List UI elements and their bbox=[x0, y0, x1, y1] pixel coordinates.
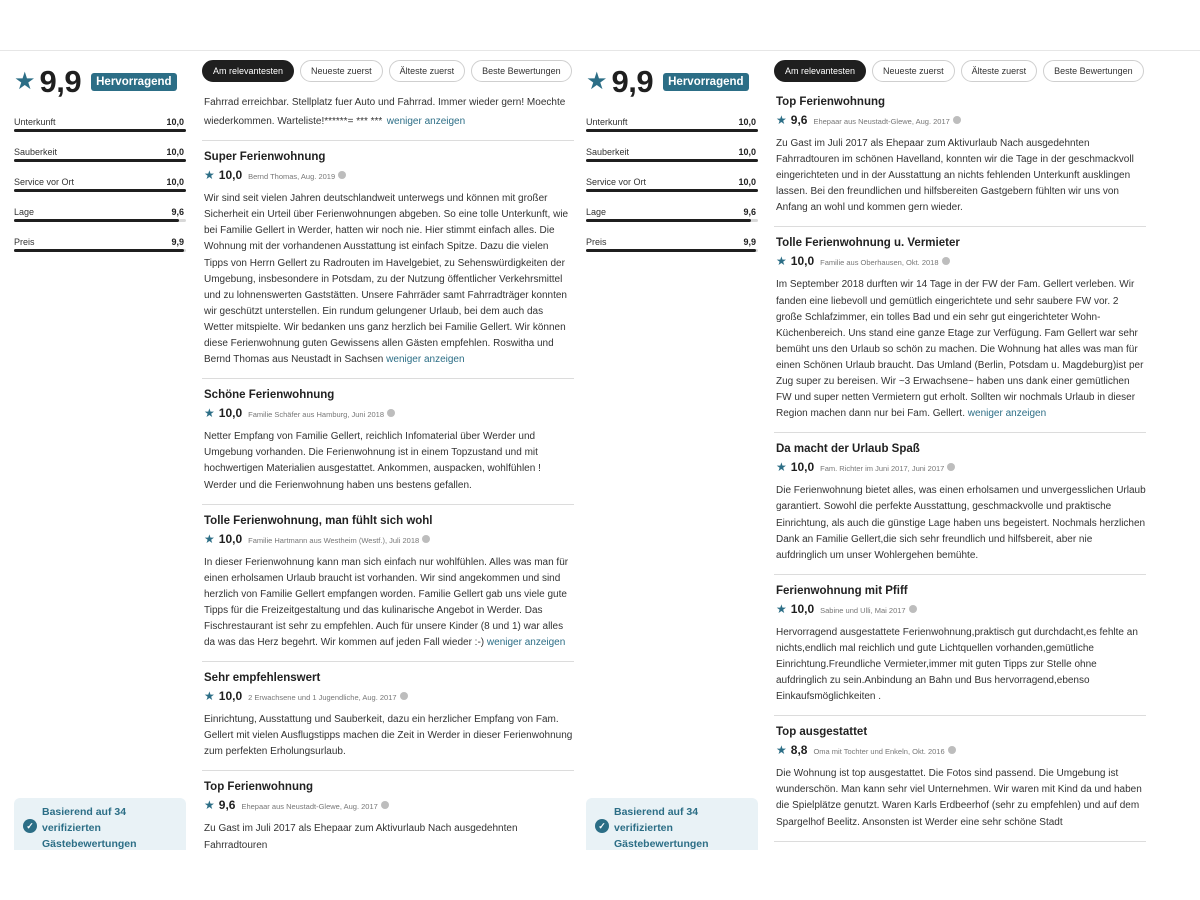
show-less-link[interactable]: weniger anzeigen bbox=[386, 116, 466, 128]
rating-summary-left bbox=[14, 60, 186, 850]
category-bar-fill bbox=[586, 249, 756, 252]
verified-line-1: Basierend auf 34 bbox=[42, 806, 127, 818]
category-score: 9,6 bbox=[743, 207, 756, 217]
category-name: Service vor Ort bbox=[586, 177, 647, 187]
verified-reviews-box bbox=[586, 798, 758, 850]
review-meta bbox=[204, 168, 574, 182]
review-body: Zu Gast im Juli 2017 als Ehepaar zum Aktivurlaub Nach ausgedehnten Fahrradtouren im schönen Havelland, konnten wir die Tage in der geschmackvoll eingerichteten und in der Ausstattung an nichts fehlenden Unterkunft ausklingen lassen. Bei den freundlichen und hilfsbereiten Gastgebern fühlten wir uns von Anfang an wohl und kommen gern wieder. bbox=[776, 138, 1134, 214]
overall-score-row bbox=[14, 60, 186, 104]
category-row bbox=[586, 114, 758, 144]
review-author: Ehepaar aus Neustadt-Glewe, Aug. 2017 bbox=[241, 802, 378, 812]
category-bar bbox=[14, 219, 186, 222]
check-circle-icon: ✓ bbox=[595, 819, 609, 833]
review-title: Tolle Ferienwohnung, man fühlt sich wohl bbox=[204, 514, 433, 527]
review-body: Netter Empfang von Familie Gellert, reichlich Infomaterial über Werder und Umgebung vorhanden. Die Ferienwohnung ist in einem Topzustand und mit hochwertigen Materialien ausgestattet. Ankommen, auspacken, wohlfühlen ! Werder und die Ferienwohnung haben uns bestens gefallen. bbox=[204, 431, 541, 491]
review-text bbox=[204, 429, 574, 493]
review-author: Familie Hartmann aus Westheim (Westf.), Juli 2018 bbox=[248, 535, 420, 545]
review-item bbox=[774, 237, 1146, 433]
review-author: Familie aus Oberhausen, Okt. 2018 bbox=[820, 258, 939, 268]
star-icon: ★ bbox=[14, 68, 36, 95]
review-meta bbox=[776, 113, 1146, 127]
review-text bbox=[776, 136, 1146, 216]
verified-line-2: verifizierten bbox=[42, 822, 101, 834]
review-title: Ferienwohnung mit Pfiff bbox=[776, 584, 908, 597]
category-name: Unterkunft bbox=[14, 117, 56, 127]
verified-icon bbox=[381, 801, 389, 809]
review-score: 10,0 bbox=[218, 689, 243, 704]
category-score: 10,0 bbox=[166, 147, 184, 157]
category-score: 10,0 bbox=[166, 177, 184, 187]
review-body: Zu Gast im Juli 2017 als Ehepaar zum Aktivurlaub Nach ausgedehnten Fahrradtouren bbox=[204, 823, 518, 850]
category-bar-fill bbox=[14, 219, 179, 222]
review-meta bbox=[204, 798, 574, 812]
review-meta bbox=[204, 406, 574, 420]
category-scores bbox=[14, 114, 186, 264]
category-bar-fill bbox=[14, 129, 186, 132]
review-body: Hervorragend ausgestattete Ferienwohnung,praktisch gut durchdacht,es fehlte an nichts,endlich mal reichlich und gute Lichtquellen vorhanden,gemütliche Einrichtung.Freundliche Vermieter,immer mit guten Tipps zur Stelle ohne aufdringlich zu sein.Anbindung an Bahn und Bus hervorragend,ebenso Einkaufsmöglichkeiten . bbox=[776, 626, 1138, 703]
review-meta bbox=[204, 532, 574, 546]
review-body: Im September 2018 durften wir 14 Tage in der FW der Fam. Gellert verleben. Wir fanden eine liebevoll und gemütlich eingerichtete und sehr saubere FW vor. 2 große Schlafzimmer, ein tolles Bad und ein sehr gut eingerichteter Wohn-Küchenbereich. Uns stand eine ganze Etage zur Verfügung. Fam Gellert war sehr bemüht uns den Urlaub so schön zu machen. Die Wohnung hat alles was man für einen Schönen Urlaub braucht. Das Umland (Berlin, Potsdam u. Magdeburg)ist per Zug super zu bereisen. Wir ~3 Erwachsene~ haben uns dank einer gemütlichen FW und super netten Vermietern gut erholt. Sollten wir nochmals Urlaub in dieser Region machen dann nur bei Fam. Gellert. bbox=[776, 279, 1144, 420]
review-meta bbox=[776, 602, 1146, 616]
category-bar bbox=[14, 189, 186, 192]
category-score: 10,0 bbox=[738, 177, 756, 187]
category-bar bbox=[586, 219, 758, 222]
category-name: Unterkunft bbox=[586, 117, 628, 127]
check-circle-icon: ✓ bbox=[23, 819, 37, 833]
category-row bbox=[14, 204, 186, 234]
review-item bbox=[774, 96, 1146, 227]
category-scores bbox=[586, 114, 758, 264]
category-name: Preis bbox=[14, 237, 35, 247]
review-body: Die Wohnung ist top ausgestattet. Die Fotos sind passend. Die Umgebung ist wunderschön. Man kann sehr viel Unternehmen. Wir waren mit Kind da und haben die Spielplätze genutzt. Waren Karls Erdbeerhof (sehr zu empfehlen) und auf dem Spargelhof Beelitz. Ansonsten ist Werder eine sehr schöne Stadt bbox=[776, 768, 1142, 828]
category-bar-fill bbox=[14, 159, 186, 162]
bottom-blank bbox=[0, 850, 1200, 900]
category-bar bbox=[14, 249, 186, 252]
category-row bbox=[14, 144, 186, 174]
star-icon: ★ bbox=[776, 460, 787, 475]
review-meta bbox=[204, 689, 574, 703]
category-row bbox=[586, 174, 758, 204]
rating-badge: Hervorragend bbox=[663, 73, 748, 91]
tab-oldest[interactable]: Älteste zuerst bbox=[389, 60, 466, 82]
verified-icon bbox=[338, 171, 346, 179]
review-item bbox=[202, 389, 574, 504]
review-body: In dieser Ferienwohnung kann man sich einfach nur wohlfühlen. Alles was man für einen erholsamen Urlaub braucht ist vorhanden. Wir sind angekommen und sind herzlich von Familie Gellert empfangen worden. Familie Gellert gab uns viele gute Tipps für die Freizeitgestaltung und das kulinarische Angebot in Werder. Das Fischrestaurant ist sehr zu empfehlen. Auch für unsere Kinder (8 und 1) war alles da was das Herz begehrt. Wir kommen auf jeden Fall wieder :-) bbox=[204, 556, 569, 649]
category-score: 9,9 bbox=[743, 237, 756, 247]
review-score: 10,0 bbox=[790, 460, 815, 475]
review-body: Die Ferienwohnung bietet alles, was einen erholsamen und unvergesslichen Urlaub garantiert. Sowohl die perfekte Ausstattung, geschmackvolle und praktische Einrichtung, als auch die günstige Lage haben uns begeistert. Nochmals herzlichen Dank an Familie Gellert,die sich sehr freundlich und hilfsbereit, aber nie aufdringlich um unser Wohlergehen bemühte. bbox=[776, 485, 1146, 561]
category-score: 9,9 bbox=[171, 237, 184, 247]
review-item bbox=[202, 781, 574, 850]
tab-oldest[interactable]: Älteste zuerst bbox=[961, 60, 1038, 82]
reviews-list-left bbox=[202, 60, 574, 850]
category-name: Sauberkeit bbox=[586, 147, 630, 157]
star-icon: ★ bbox=[776, 113, 787, 127]
verified-icon bbox=[953, 116, 961, 124]
category-bar bbox=[586, 189, 758, 192]
star-icon: ★ bbox=[204, 531, 215, 546]
review-title: Da macht der Urlaub Spaß bbox=[776, 443, 920, 456]
review-text bbox=[204, 821, 574, 850]
tab-most-relevant[interactable]: Am relevantesten bbox=[202, 60, 294, 82]
show-less-link[interactable]: weniger anzeigen bbox=[967, 408, 1047, 420]
verified-line-3: Gästebewertungen bbox=[614, 838, 709, 850]
verified-icon bbox=[400, 692, 408, 700]
review-text bbox=[204, 712, 574, 760]
review-item bbox=[202, 151, 574, 379]
category-bar-fill bbox=[586, 129, 758, 132]
sort-tabs bbox=[774, 60, 1146, 82]
review-score: 10,0 bbox=[218, 406, 243, 421]
review-title: Sehr empfehlenswert bbox=[204, 672, 321, 685]
verified-line-3: Gästebewertungen bbox=[42, 838, 137, 850]
category-row bbox=[586, 144, 758, 174]
category-name: Service vor Ort bbox=[14, 177, 75, 187]
review-score: 9,6 bbox=[790, 113, 808, 127]
category-bar bbox=[586, 249, 758, 252]
verified-icon bbox=[948, 746, 956, 754]
category-bar-fill bbox=[14, 249, 184, 252]
rating-badge: Hervorragend bbox=[91, 73, 176, 91]
star-icon: ★ bbox=[204, 798, 215, 813]
review-meta bbox=[776, 743, 1146, 757]
review-item bbox=[202, 515, 574, 663]
review-title: Schöne Ferienwohnung bbox=[204, 389, 335, 402]
category-bar-fill bbox=[586, 189, 758, 192]
review-meta bbox=[776, 460, 1146, 474]
review-body: Wir sind seit vielen Jahren deutschlandweit unterwegs und können mit großer Sicherheit ein Urteil über Ferienwohnungen abgeben. So eine tolle Unterkunft, wie bei Familie Gellert in Werder, hatten wir noch nie. Hier stimmt einfach alles. Die Wohnung mit der vorhandenen Ausstattung ist einfach Spitze. Dazu die vielen Tipps von Herrn Gellert zu Radrouten im Havelgebiet, zu Sehenswürdigkeiten der Umgebung, insbesondere in Potsdam, zu der Nutzung öffentlicher Verkehrsmittel und zu lohnenswerten Gaststätten. Unsere Fahrräder samt Fahrradträger konnten wir geschützt unterstellen. Ein rundum gelungener Urlaub, bei dem auch das Wetter mitspielte. Wir bedanken uns ganz herzlich bei Familie Gellert. Wir können diese Ferienwohnung guten Gewissens allen Gästen empfehlen. Roswitha und Bernd Thomas aus Neustadt in Sachsen bbox=[204, 193, 569, 366]
rating-summary-right bbox=[586, 60, 758, 850]
category-bar bbox=[14, 129, 186, 132]
review-text bbox=[776, 277, 1146, 422]
category-bar-fill bbox=[14, 189, 186, 192]
category-score: 10,0 bbox=[738, 147, 756, 157]
star-icon: ★ bbox=[776, 254, 787, 269]
verified-icon bbox=[422, 535, 430, 543]
verified-icon bbox=[909, 605, 917, 613]
category-bar-fill bbox=[586, 159, 758, 162]
review-item bbox=[202, 672, 574, 771]
review-text bbox=[776, 483, 1146, 563]
review-author: Ehepaar aus Neustadt-Glewe, Aug. 2017 bbox=[813, 117, 950, 126]
review-score: 8,8 bbox=[790, 743, 808, 758]
review-title: Top Ferienwohnung bbox=[204, 781, 314, 794]
verified-icon bbox=[387, 409, 395, 417]
review-author: Sabine und Ulli, Mai 2017 bbox=[820, 605, 906, 615]
category-row bbox=[14, 114, 186, 144]
review-text bbox=[204, 191, 574, 368]
review-score: 10,0 bbox=[218, 531, 243, 546]
overall-score: 9,9 bbox=[39, 64, 82, 99]
category-row bbox=[586, 204, 758, 234]
review-item bbox=[774, 585, 1146, 716]
tab-most-relevant[interactable]: Am relevantesten bbox=[774, 60, 866, 82]
review-text bbox=[776, 766, 1146, 830]
review-continued bbox=[202, 86, 574, 141]
verified-icon bbox=[942, 257, 950, 265]
tab-newest[interactable]: Neueste zuerst bbox=[872, 60, 955, 82]
star-icon: ★ bbox=[204, 406, 215, 421]
review-author: Bernd Thomas, Aug. 2019 bbox=[248, 172, 336, 182]
star-icon: ★ bbox=[204, 168, 215, 183]
verified-line-1: Basierend auf 34 bbox=[614, 806, 699, 818]
review-author: 2 Erwachsene und 1 Jugendliche, Aug. 2017 bbox=[248, 693, 397, 703]
category-bar-fill bbox=[586, 219, 751, 222]
review-author: Oma mit Tochter und Enkeln, Okt. 2016 bbox=[813, 747, 945, 757]
category-row bbox=[14, 174, 186, 204]
review-score: 10,0 bbox=[790, 601, 815, 616]
category-score: 9,6 bbox=[171, 207, 184, 217]
review-score: 10,0 bbox=[790, 254, 815, 269]
verified-icon bbox=[947, 463, 955, 471]
review-author: Fam. Richter im Juni 2017, Juni 2017 bbox=[820, 464, 945, 474]
category-bar bbox=[586, 129, 758, 132]
sort-tabs bbox=[202, 60, 574, 82]
category-name: Lage bbox=[14, 207, 35, 217]
review-text-continued: Fahrrad erreichbar. Stellplatz fuer Auto und Fahrrad. Immer wieder gern! Moechte wiederkommen. Warteliste!******= *** *** bbox=[204, 97, 566, 128]
review-score: 10,0 bbox=[218, 168, 243, 183]
review-title: Top ausgestattet bbox=[776, 726, 868, 739]
show-less-link[interactable]: weniger anzeigen bbox=[486, 637, 566, 649]
category-name: Preis bbox=[586, 237, 607, 247]
category-name: Lage bbox=[586, 207, 607, 217]
review-meta bbox=[776, 254, 1146, 268]
star-icon: ★ bbox=[776, 743, 787, 758]
review-body: Einrichtung, Ausstattung und Sauberkeit, dazu ein herzlicher Empfang von Fam. Gellert mit vielen Ausflugstipps machen die Zeit in Werder in dieser Ferienwohnung zum perfekten Erholungsurlaub. bbox=[204, 714, 573, 758]
reviews-list-right bbox=[774, 60, 1146, 850]
tab-newest[interactable]: Neueste zuerst bbox=[300, 60, 383, 82]
category-score: 10,0 bbox=[738, 117, 756, 127]
tab-best[interactable]: Beste Bewertungen bbox=[1043, 60, 1144, 82]
review-text bbox=[204, 555, 574, 652]
verified-reviews-box bbox=[14, 798, 186, 850]
top-divider bbox=[0, 50, 1200, 51]
review-title: Super Ferienwohnung bbox=[204, 151, 326, 164]
star-icon: ★ bbox=[776, 601, 787, 616]
overall-score: 9,9 bbox=[611, 64, 654, 99]
review-title: Tolle Ferienwohnung u. Vermieter bbox=[776, 237, 960, 250]
star-icon: ★ bbox=[204, 689, 215, 704]
category-row bbox=[586, 234, 758, 264]
show-less-link[interactable]: weniger anzeigen bbox=[386, 354, 465, 366]
category-bar bbox=[586, 159, 758, 162]
category-score: 10,0 bbox=[166, 117, 184, 127]
tab-best[interactable]: Beste Bewertungen bbox=[471, 60, 572, 82]
category-row bbox=[14, 234, 186, 264]
category-bar bbox=[14, 159, 186, 162]
review-author: Familie Schäfer aus Hamburg, Juni 2018 bbox=[248, 410, 385, 420]
review-score: 9,6 bbox=[218, 798, 236, 813]
review-item bbox=[774, 443, 1146, 574]
review-item bbox=[774, 726, 1146, 841]
category-name: Sauberkeit bbox=[14, 147, 58, 157]
overall-score-row bbox=[586, 60, 758, 104]
star-icon: ★ bbox=[586, 68, 608, 95]
review-text bbox=[776, 625, 1146, 705]
verified-line-2: verifizierten bbox=[614, 822, 673, 834]
review-title: Top Ferienwohnung bbox=[776, 96, 886, 108]
